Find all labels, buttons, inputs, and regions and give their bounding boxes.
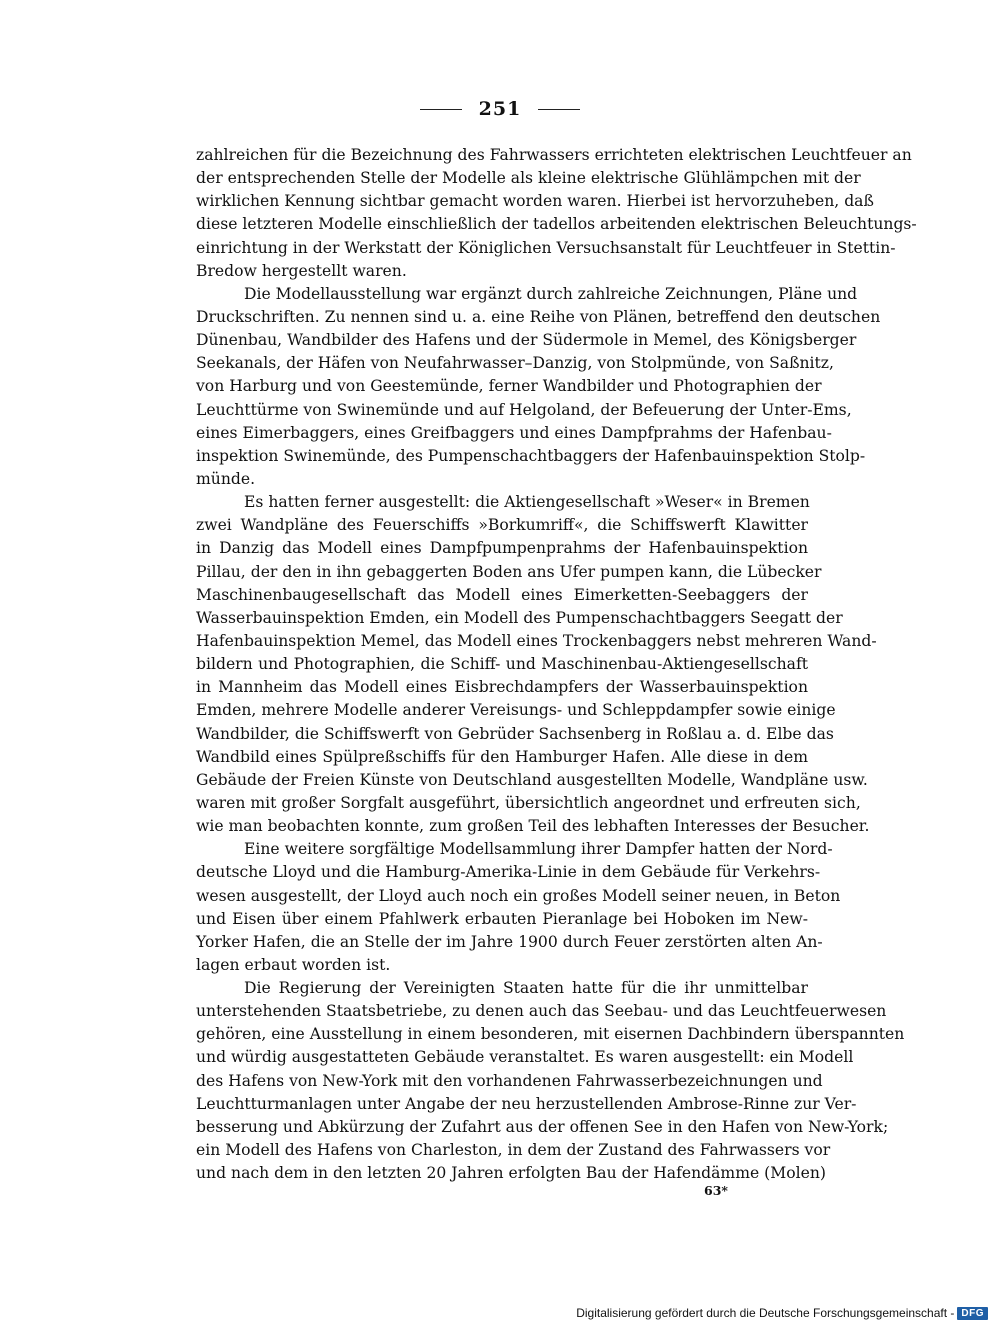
text-line: Wasserbauinspektion Emden, ein Modell des Pumpenschachtbaggers Seegatt der: [196, 608, 843, 627]
text-line: Hafenbauinspektion Memel, das Modell eines Trockenbaggers nebst mehreren Wand-: [196, 631, 877, 650]
text-line: wirklichen Kennung sichtbar gemacht worden waren. Hierbei ist hervorzuheben, daß: [196, 192, 874, 211]
text-line: wesen ausgestellt, der Lloyd auch noch ein großes Modell seiner neuen, in Beton: [196, 886, 841, 905]
text-line: unterstehenden Staatsbetriebe, zu denen auch das Seebau- und das Leuchtfeuerwesen: [196, 1002, 887, 1021]
header-rule-right: [538, 109, 580, 110]
paragraph: [196, 838, 841, 977]
text-line: Leuchtturmanlagen unter Angabe der neu herzustellenden Ambrose-Rinne zur Ver-: [196, 1094, 857, 1113]
text-line: Seekanals, der Häfen von Neufahrwasser–Danzig, von Stolpmünde, von Saßnitz,: [196, 354, 834, 373]
page-header: [0, 98, 1000, 128]
text-line: in Danzig das Modell eines Dampfpumpenprahms der Hafenbauinspektion: [196, 539, 808, 558]
text-line: und Eisen über einem Pfahlwerk erbauten Pieranlage bei Hoboken im New-: [196, 909, 808, 928]
text-line: von Harburg und von Geestemünde, ferner Wandbilder und Photographien der: [196, 377, 822, 396]
body-text: [196, 144, 917, 1185]
text-line: Die Modellausstellung war ergänzt durch zahlreiche Zeichnungen, Pläne und: [244, 284, 858, 303]
text-line: ein Modell des Hafens von Charleston, in dem der Zustand des Fahrwassers vor: [196, 1141, 831, 1160]
text-line: deutsche Lloyd und die Hamburg-Amerika-Linie in dem Gebäude für Verkehrs-: [196, 863, 821, 882]
text-line: in Mannheim das Modell eines Eisbrechdampfers der Wasserbauinspektion: [196, 678, 808, 697]
text-line: zahlreichen für die Bezeichnung des Fahrwassers errichteten elektrischen Leuchtfeuer an: [196, 146, 912, 164]
text-line: des Hafens von New-York mit den vorhandenen Fahrwasserbezeichnungen und: [196, 1071, 823, 1090]
text-line: Gebäude der Freien Künste von Deutschland ausgestellten Modelle, Wandpläne usw.: [196, 770, 868, 789]
signature-mark: 63*: [704, 1183, 728, 1198]
text-line: Yorker Hafen, die an Stelle der im Jahre 1900 durch Feuer zerstörten alten An-: [196, 932, 823, 951]
paragraph: [196, 491, 877, 838]
text-line: Druckschriften. Zu nennen sind u. a. eine Reihe von Plänen, betreffend den deutschen: [196, 307, 881, 326]
text-line: Dünenbau, Wandbilder des Hafens und der Südermole in Memel, des Königsberger: [196, 331, 857, 350]
text-line: lagen erbaut worden ist.: [196, 955, 391, 974]
text-line: Wandbilder, die Schiffswerft von Gebrüder Sachsenberg in Roßlau a. d. Elbe das: [196, 724, 834, 743]
text-line: und würdig ausgestatteten Gebäude veranstaltet. Es waren ausgestellt: ein Modell: [196, 1048, 854, 1067]
text-line: einrichtung in der Werkstatt der Königlichen Versuchsanstalt für Leuchtfeuer in Stettin-: [196, 238, 896, 257]
text-line: waren mit großer Sorgfalt ausgeführt, übersichtlich angeordnet und erfreuten sich,: [196, 793, 861, 812]
dfg-logo: DFG: [957, 1307, 988, 1320]
text-line: Leuchttürme von Swinemünde und auf Helgoland, der Befeuerung der Unter-Ems,: [196, 400, 852, 419]
text-line: Wandbild eines Spülpreßschiffs für den Hamburger Hafen. Alle diese in dem: [196, 747, 808, 766]
text-line: Es hatten ferner ausgestellt: die Aktiengesellschaft »Weser« in Bremen: [244, 493, 810, 512]
paragraph: [196, 144, 917, 283]
paragraph: [196, 977, 905, 1185]
text-line: Maschinenbaugesellschaft das Modell eines Eimerketten-Seebaggers der: [196, 585, 808, 604]
header-rule-left: [420, 109, 462, 110]
text-line: eines Eimerbaggers, eines Greifbaggers und eines Dampfprahms der Hafenbau-: [196, 423, 832, 442]
paragraph: [196, 283, 881, 491]
text-line: bildern und Photographien, die Schiff- und Maschinenbau-Aktiengesellschaft: [196, 655, 808, 674]
text-line: gehören, eine Ausstellung in einem besonderen, mit eisernen Dachbindern überspannten: [196, 1025, 905, 1044]
digitization-footer: [576, 1306, 988, 1320]
text-line: diese letzteren Modelle einschließlich der tadellos arbeitenden elektrischen Beleuchtungs-: [196, 215, 917, 234]
footer-credit: Digitalisierung gefördert durch die Deutsche Forschungsgemeinschaft -: [576, 1306, 955, 1320]
page-number: 251: [478, 98, 522, 120]
text-line: zwei Wandpläne des Feuerschiffs »Borkumriff«, die Schiffswerft Klawitter: [196, 516, 808, 535]
text-line: Pillau, der den in ihn gebaggerten Boden ans Ufer pumpen kann, die Lübecker: [196, 562, 822, 581]
text-line: Bredow hergestellt waren.: [196, 261, 407, 280]
text-line: wie man beobachten konnte, zum großen Teil des lebhaften Interesses der Besucher.: [196, 817, 870, 836]
text-line: der entsprechenden Stelle der Modelle als kleine elektrische Glühlämpchen mit der: [196, 169, 861, 188]
text-line: und nach dem in den letzten 20 Jahren erfolgten Bau der Hafendämme (Molen): [196, 1164, 826, 1183]
text-line: Emden, mehrere Modelle anderer Vereisungs- und Schleppdampfer sowie einige: [196, 701, 836, 720]
text-line: münde.: [196, 469, 256, 488]
text-line: inspektion Swinemünde, des Pumpenschachtbaggers der Hafenbauinspektion Stolp-: [196, 446, 866, 465]
text-line: besserung und Abkürzung der Zufahrt aus der offenen See in den Hafen von New-York;: [196, 1117, 889, 1136]
text-line: Die Regierung der Vereinigten Staaten hatte für die ihr unmittelbar: [244, 979, 808, 998]
text-line: Eine weitere sorgfältige Modellsammlung ihrer Dampfer hatten der Nord-: [244, 840, 833, 859]
